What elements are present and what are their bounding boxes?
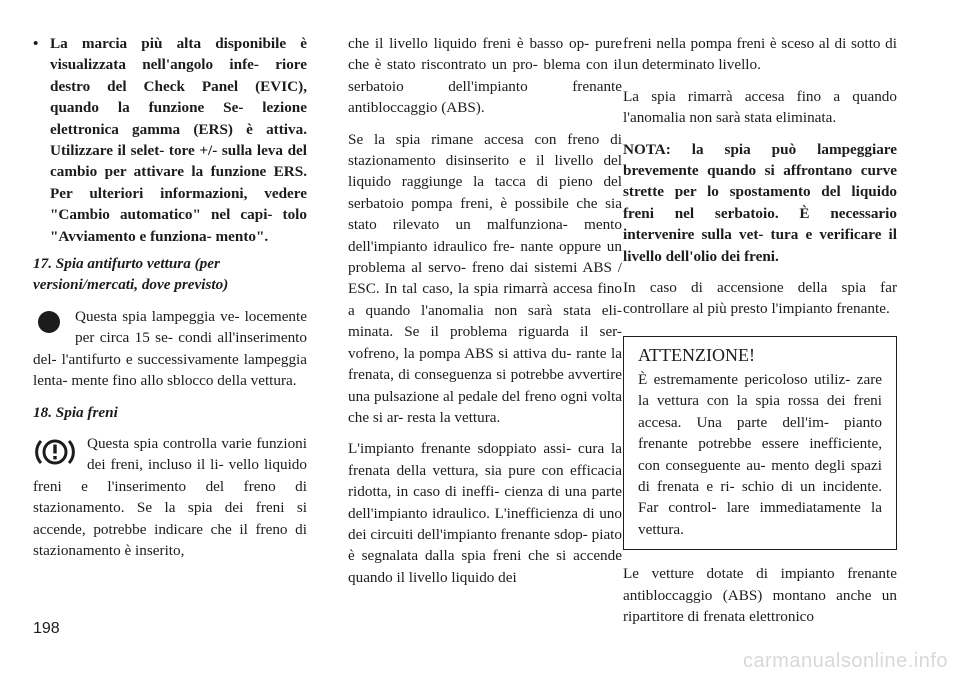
page-number: 198 — [33, 620, 60, 637]
paragraph: La spia rimarrà accesa fino a quando l'anomalia non sarà stata eliminata. — [623, 87, 897, 127]
paragraph: freni nella pompa freni è sceso al di sotto di un determinato livello. — [623, 35, 897, 74]
brake-warning-icon — [33, 435, 77, 469]
paragraph: che il livello liquido freni è basso op- pure che è stato riscontrato un pro- blema con il serbatoio dell'impianto frenante antibloccaggio (ABS). — [348, 35, 622, 117]
section-18-text: Questa spia controlla varie funzioni dei freni, incluso il li- vello liquido freni e l'inserimento del freno di stazionamento. Se la spia dei freni si accende, potrebbe indicare che il freno di stazionamento è inserito, — [33, 434, 307, 559]
section-17-heading: 17. Spia antifurto vettura (per versioni/mercati, dove previsto) — [33, 255, 229, 294]
warning-box — [623, 336, 897, 550]
section-17-paragraph — [33, 306, 307, 392]
paragraph: L'impianto frenante sdoppiato assi- cura la frenata della vettura, sia pure con efficacia ridotta, in caso di ineffi- cienza di una parte dell'impianto idraulico. L'inefficienza di uno dei circuiti dell'impianto frenante sdop- piato è segnalata dalla spia freni che si accende quando il livello liquido dei — [348, 440, 622, 586]
warning-text: È estremamente pericoloso utiliz- zare la vettura con la spia rossa dei freni accesa. Una parte dell'im- pianto frenante potrebbe essere inefficiente, con conseguente au- mento degli spazi di frenata e ri- schio di un incidente. Far control- lare immediatamente la vettura. — [638, 370, 882, 538]
column-3 — [623, 33, 897, 637]
warning-title: ATTENZIONE! — [638, 344, 755, 365]
bullet-text: La marcia più alta disponibile è visualizzata nell'angolo infe- riore destro del Check Panel (EVIC), quando la funzione Se- lezione elettronica gamma (ERS) è attiva. Utilizzare il selet- tore +/- sulla leva del cambio per attivare la funzione ERS. Per ulteriori informazioni, vedere "Cambio automatico" nel capi- tolo "Avviamento e funziona- mento". — [50, 35, 307, 245]
section-17-text: Questa spia lampeggia ve- locemente per circa 15 se- condi all'inserimento del- l'antifurto e successivamente lampeggia lenta- mente fino allo sblocco della vettura. — [33, 307, 307, 390]
watermark: carmanualsonline.info — [742, 650, 948, 672]
bullet-item — [33, 33, 307, 247]
paragraph: Le vetture dotate di impianto frenante antibloccaggio (ABS) montano anche un ripartitore di frenata elettronico — [623, 565, 897, 625]
antitheft-indicator-icon — [37, 310, 61, 334]
column-2 — [348, 33, 622, 598]
paragraph: Se la spia rimane accesa con freno di stazionamento disinserito e il livello del liquido raggiunge la tacca di pieno del serbatoio pompa freni, è possibile che sia stato rilevato un malfunziona- mento dell'impianto idraulico fre- nante oppure un problema al servo- freno dai sistemi ABS / ESC. In tal caso, la spia rimarrà accesa fino a quando l'anomalia non sarà stata eli- minata. Se il problema riguarda il ser- vofreno, la pompa ABS si attiva du- rante la frenata, di conseguenza si potrebbe avvertire una pulsazione al pedale del freno ogni volta che si ar- resta la vettura. — [348, 130, 622, 426]
section-18-paragraph — [33, 433, 307, 561]
bullet-dot-icon: • — [33, 35, 39, 52]
paragraph: In caso di accensione della spia far controllare al più presto l'impianto frenante. — [623, 279, 897, 318]
section-18-heading: 18. Spia freni — [33, 403, 118, 421]
column-1 — [33, 33, 307, 571]
note-paragraph: NOTA: la spia può lampeggiare brevemente quando si affrontano curve strette per lo spostamento del liquido freni nel serbatoio. È necessario intervenire sulla vet- tura e verificare il livello dell'olio dei freni. — [623, 140, 897, 265]
